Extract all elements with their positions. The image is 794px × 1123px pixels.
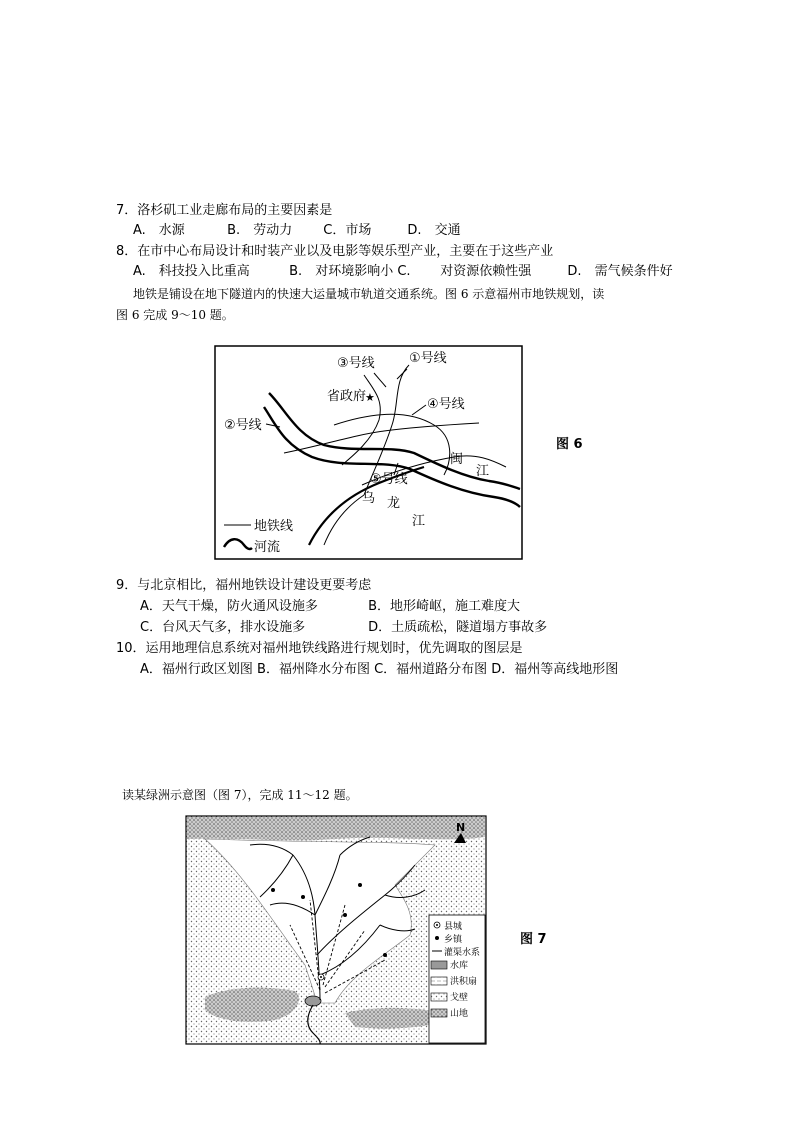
figure6-caption: 图 6	[556, 437, 583, 452]
label-line2: ②号线	[224, 418, 262, 433]
legend-mountain: 山地	[450, 1009, 469, 1019]
q9-option-a: A．天气干燥，防火通风设施多	[140, 599, 318, 614]
label-line1: ①号线	[409, 351, 447, 366]
legend-canal: 灌渠水系	[444, 948, 481, 958]
q8-option-d: D. 需气候条件好	[567, 264, 673, 279]
label-jiang-min: 江	[476, 464, 490, 479]
intro-figure6-line2: 图 6 完成 9～10 题。	[116, 308, 234, 322]
figure7-caption: 图 7	[520, 932, 547, 947]
intro-figure6-line1: 地铁是铺设在地下隧道内的快速大运量城市轨道交通系统。图 6 示意福州市地铁规划，读	[133, 287, 605, 301]
q7-option-d: D. 交通	[407, 223, 461, 238]
question-9-options-row1	[140, 598, 520, 616]
question-7-options	[133, 222, 461, 240]
north-label: N	[456, 821, 466, 834]
question-8-options	[133, 263, 673, 281]
q9-option-b: B．地形崎岖，施工难度大	[368, 599, 521, 614]
q9-option-c: C．台风天气多，排水设施多	[140, 620, 306, 635]
q9-option-d: D．土质疏松，隧道塌方事故多	[368, 620, 548, 635]
label-wu: 乌	[362, 491, 376, 506]
q7-option-a: A. 水源	[133, 223, 185, 238]
question-10-stem: 10．运用地理信息系统对福州地铁线路进行规划时，优先调取的图层是	[116, 641, 523, 656]
label-min: 闽	[450, 452, 464, 467]
legend-gobi: 戈壁	[450, 993, 469, 1003]
star-icon: ★	[365, 391, 375, 404]
legend-reservoir: 水库	[450, 961, 469, 971]
figure7-oasis-map	[185, 815, 487, 1045]
label-line5: ⑤号线	[370, 472, 408, 487]
legend-county: 县城	[444, 922, 463, 932]
label-line4: ④号线	[427, 397, 465, 412]
q7-option-b: B. 劳动力	[227, 223, 293, 238]
legend-town: 乡镇	[444, 935, 463, 945]
q8-option-a: A. 科技投入比重高	[133, 264, 250, 279]
q8-option-b: B. 对环境影响小 C.	[289, 264, 411, 279]
legend-fan: 洪积扇	[450, 977, 478, 987]
legend-metro: 地铁线	[254, 519, 294, 534]
question-10-options: A．福州行政区划图 B．福州降水分布图 C．福州道路分布图 D．福州等高线地形图	[140, 662, 619, 677]
label-long: 龙	[387, 496, 401, 511]
figure6-metro-map	[214, 345, 524, 561]
q8-option-c: 对资源依赖性强	[440, 264, 532, 279]
question-9-stem: 9．与北京相比，福州地铁设计建设更要考虑	[116, 578, 372, 593]
question-8-stem: 8．在市中心布局设计和时装产业以及电影等娱乐型产业，主要在于这些产业	[116, 244, 554, 259]
intro-figure7: 读某绿洲示意图（图 7），完成 11～12 题。	[122, 788, 358, 802]
legend-river: 河流	[254, 540, 281, 555]
label-jiang-wulong: 江	[412, 514, 426, 529]
q7-option-c: C．市场	[323, 223, 372, 238]
label-line3: ③号线	[337, 356, 375, 371]
label-gov: 省政府	[327, 389, 367, 404]
question-7-stem: 7．洛杉矶工业走廊布局的主要因素是	[116, 203, 333, 218]
question-9-options-row2	[140, 619, 547, 637]
